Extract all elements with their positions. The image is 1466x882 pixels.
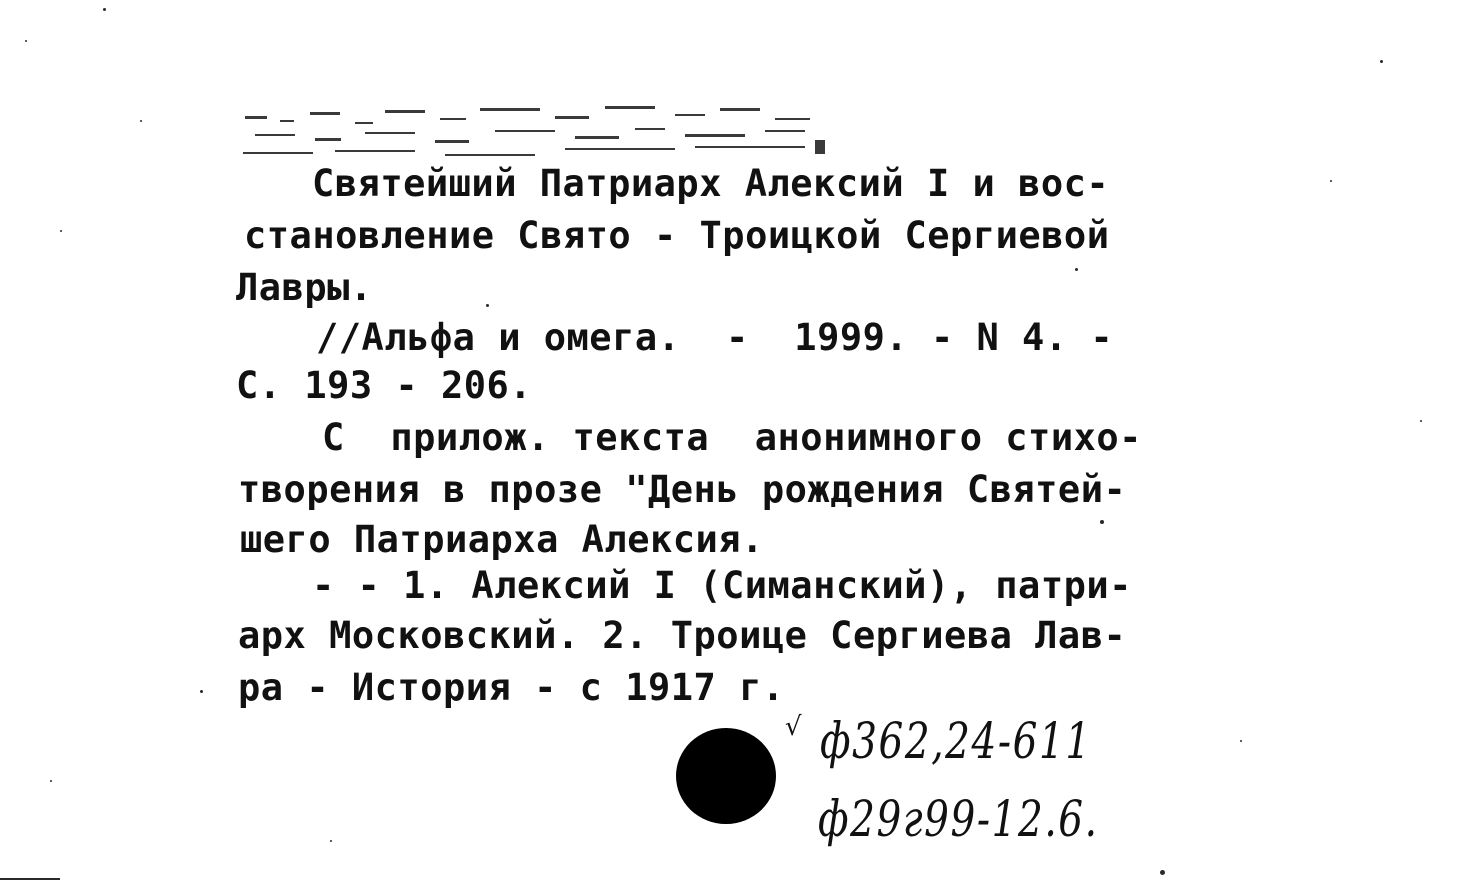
title-line: Лавры. [236, 266, 373, 309]
scan-speck [1160, 870, 1165, 875]
title-line: Святейший Патриарх Алексий I и вос- [312, 162, 1110, 205]
scan-speck [1075, 268, 1078, 271]
source-line: //Альфа и омега. - 1999. - N 4. - [316, 316, 1114, 359]
scan-speck [103, 8, 106, 11]
pages-line: С. 193 - 206. [236, 364, 533, 407]
scan-speck [1330, 180, 1332, 182]
shelf-mark: ф29г99-12.6. [818, 790, 1099, 848]
subject-line: арх Московский. 2. Троице Сергиева Лав- [238, 614, 1127, 657]
scan-speck [140, 120, 142, 122]
note-line: С прилож. текста анонимного стихо- [322, 416, 1142, 459]
scan-speck [1380, 60, 1383, 63]
scan-speck [0, 878, 60, 880]
shelf-mark: ф362,24-611 [820, 712, 1092, 770]
subject-line: - - 1. Алексий I (Симанский), патри- [312, 564, 1132, 607]
scan-speck [25, 40, 27, 42]
erased-text-smudge [235, 100, 845, 164]
scan-speck [486, 304, 489, 307]
scan-speck [330, 840, 332, 842]
scan-speck [60, 230, 62, 232]
punched-hole [676, 728, 776, 824]
subject-line: ра - История - с 1917 г. [238, 666, 785, 709]
note-line: шего Патриарха Алексия. [240, 518, 764, 561]
scan-speck [50, 780, 52, 782]
note-line: творения в прозе "День рождения Святей- [238, 468, 1127, 511]
title-line: становление Свято - Троицкой Сергиевой [244, 214, 1110, 257]
scan-speck [1100, 520, 1104, 524]
scan-speck [1240, 740, 1242, 742]
scan-speck [1420, 420, 1422, 422]
check-mark: √ [785, 712, 802, 742]
scan-speck [200, 690, 203, 693]
